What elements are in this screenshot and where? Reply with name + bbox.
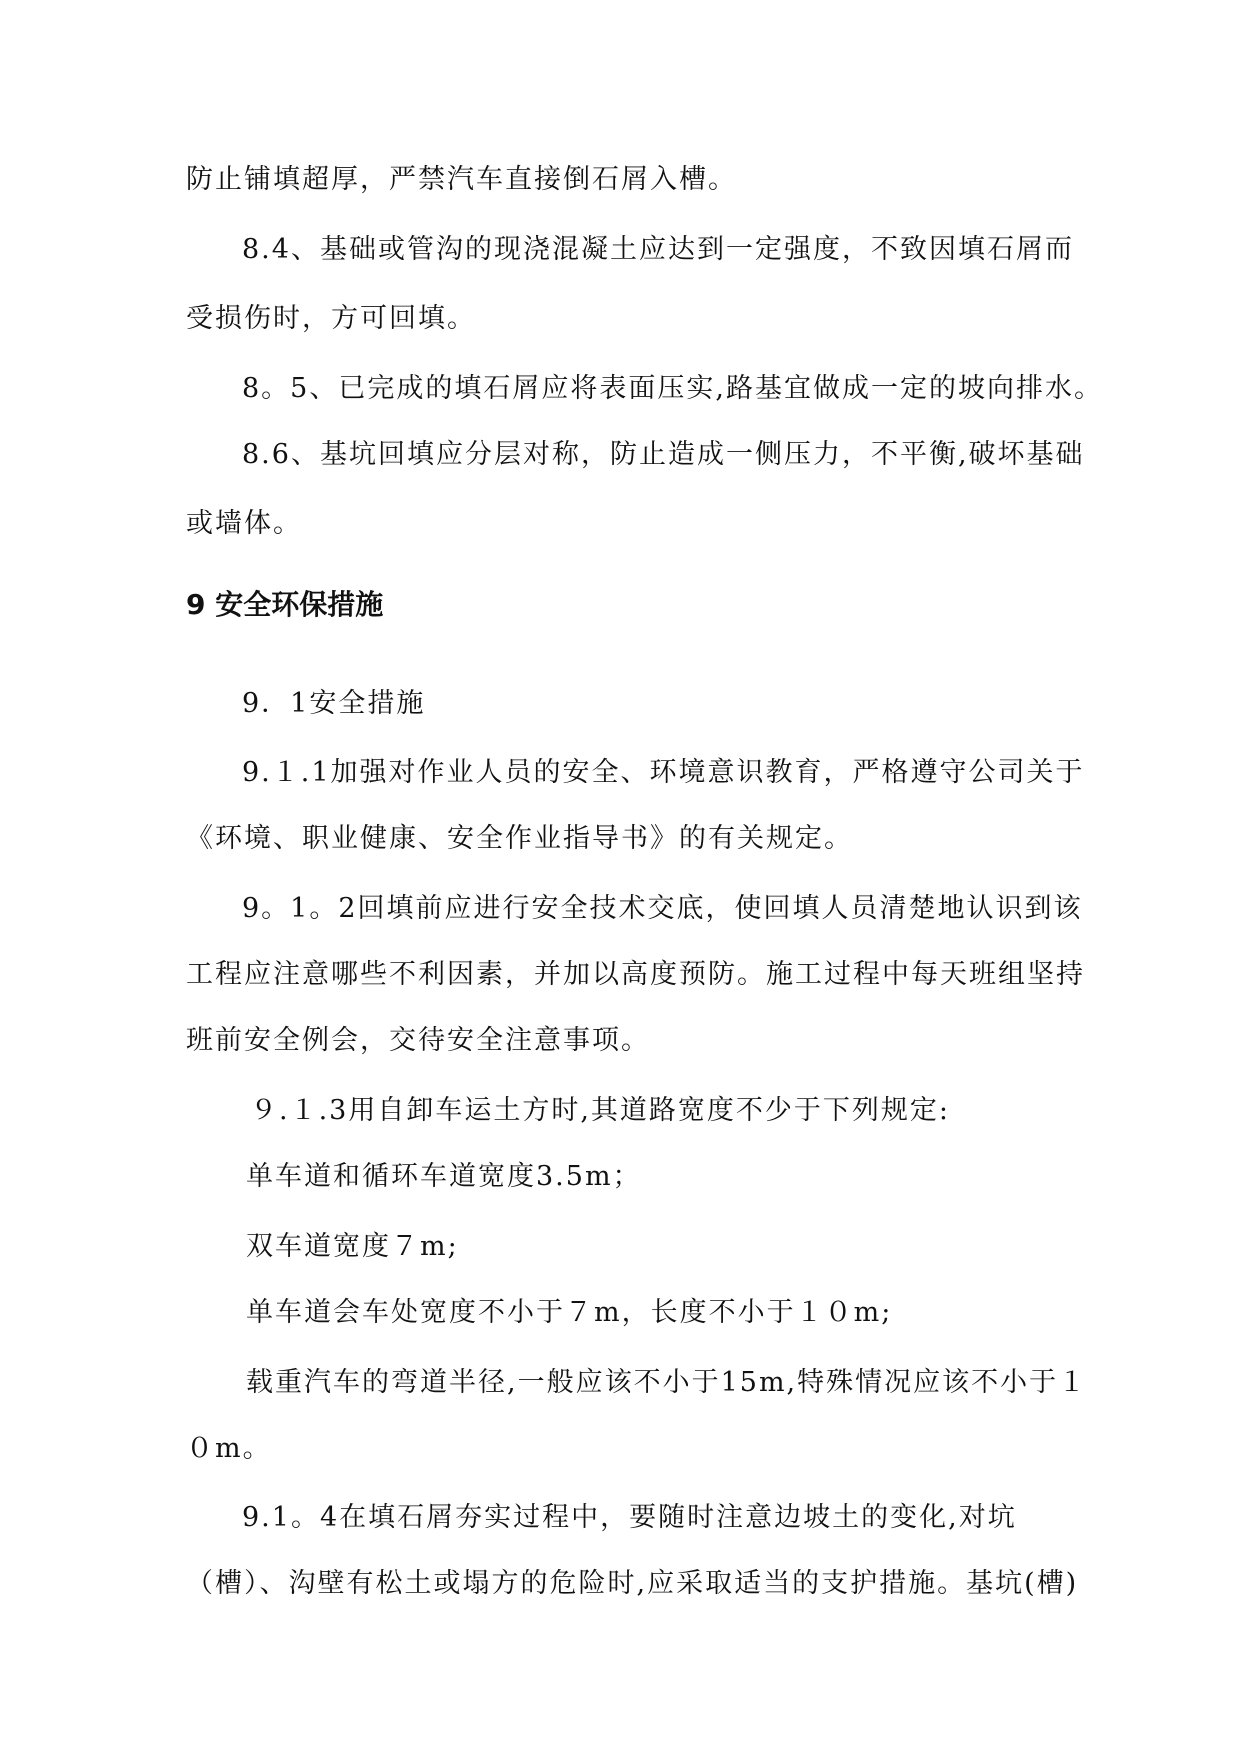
section-heading-9: 9 安全环保措施 bbox=[186, 588, 384, 621]
para-8-3-cont-line-1: 防止铺填超厚，严禁汽车直接倒石屑入槽。 bbox=[186, 164, 737, 195]
para-9-1-4-line-1: 9.1。4在填石屑夯实过程中，要随时注意边坡土的变化,对坑 bbox=[242, 1502, 1017, 1533]
para-8-4-line-2: 受损伤时，方可回填。 bbox=[186, 303, 476, 334]
para-9-1-2-line-1: 9。1。2回填前应进行安全技术交底，使回填人员清楚地认识到该 bbox=[242, 893, 1083, 924]
subsection-9-1-title: 9．1安全措施 bbox=[242, 688, 426, 719]
rule-turn-radius-line-1: 载重汽车的弯道半径,一般应该不小于15m,特殊情况应该不小于１ bbox=[246, 1367, 1088, 1398]
para-8-6-line-2: 或墙体。 bbox=[186, 508, 302, 539]
para-9-1-4-line-2: （槽）、沟壁有松土或塌方的危险时,应采取适当的支护措施。基坑(槽) bbox=[186, 1568, 1079, 1599]
rule-turn-radius-line-2: ０m。 bbox=[186, 1433, 272, 1464]
para-9-1-2-line-2: 工程应注意哪些不利因素，并加以高度预防。施工过程中每天班组坚持 bbox=[186, 959, 1085, 990]
rule-single-lane: 单车道和循环车道宽度3.5m； bbox=[246, 1161, 642, 1192]
para-9-1-1-line-1: 9.１.1加强对作业人员的安全、环境意识教育，严格遵守公司关于 bbox=[242, 757, 1085, 788]
para-9-1-3-line-1: ９.１.3用自卸车运土方时,其道路宽度不少于下列规定: bbox=[250, 1095, 951, 1126]
para-9-1-1-line-2: 《环境、职业健康、安全作业指导书》的有关规定。 bbox=[186, 823, 853, 854]
para-8-6-line-1: 8.6、基坑回填应分层对称，防止造成一侧压力，不平衡,破坏基础 bbox=[242, 439, 1085, 470]
rule-double-lane: 双车道宽度７m; bbox=[246, 1231, 459, 1262]
para-9-1-2-line-3: 班前安全例会，交待安全注意事项。 bbox=[186, 1025, 650, 1056]
para-8-4-line-1: 8.4、基础或管沟的现浇混凝土应达到一定强度，不致因填石屑而 bbox=[242, 234, 1074, 265]
rule-passing-point: 单车道会车处宽度不小于７m，长度不小于１０m; bbox=[246, 1297, 893, 1328]
para-8-5-line-1: 8。5、已完成的填石屑应将表面压实,路基宜做成一定的坡向排水。 bbox=[242, 373, 1103, 404]
